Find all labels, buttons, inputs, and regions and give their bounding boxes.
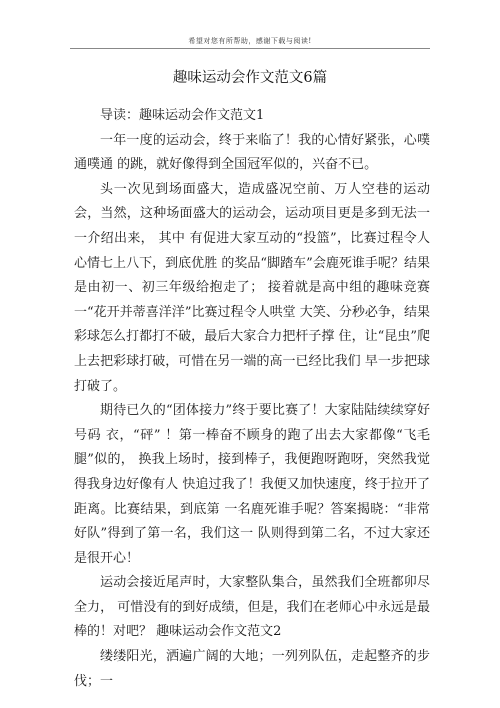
paragraph-5: 缕缕阳光，洒遍广阔的大地；一列列队伍，走起整齐的步伐；一 [74,649,430,689]
paragraph-3: 期待已久的“团体接力”终于要比赛了！大家陆陆续续穿好号码 衣，“砰” ！第一棒奋不顾身的跑了出去大家都像“飞毛腿”似的， 换我上场时，接到棒子，我便跑呀跑呀，突然我觉得我身边好像有人 快追过我了！我便又加快速度，终于拉开了距离。比赛结果，到底第 一名鹿死谁手呢？答案揭晓：“非常好队”得到了第一名，我们这一 队则得到第二名，不过大家还是很开心！ [74,403,430,566]
header-note: 希望对您有所帮助，感谢下载与阅读! [188,37,312,45]
paragraph-1: 一年一度的运动会，终于来临了！我的心情好紧张，心噗通噗通 的跳，就好像得到全国冠军似的，兴奋不已。 [74,132,430,173]
document-title: 趣味运动会作文范文6篇 [172,70,328,86]
document-body [74,104,430,694]
paragraph-2: 头一次见到场面盛大，造成盛况空前、万人空巷的运动会，当然，这种场面盛大的运动会，运动项目更是多到无法一一介绍出来， 其中 有促进大家互动的“投篮”，比赛过程令人心情七上八下，到底优胜 的奖品“脚踏车”会鹿死谁手呢？结果是由初一、初三年级给抱走了； 接着就是高中组的趣味竞赛一“花开并蒂喜洋洋”比赛过程令人哄堂 大笑、分秒必争，结果彩球怎么打都打不破，最后大家合力把杆子撑 住，让“昆虫”爬上去把彩球打破，可惜在另一端的高一已经比我们 早一步把球打破了。 [74,181,430,394]
paragraph-4: 运动会接近尾声时，大家整队集合，虽然我们全班都卯尽全力， 可惜没有的到好成绩，但是，我们在老师心中永远是最棒的！对吧？ 趣味运动会作文范文2 [74,575,430,640]
lead-line: 导读：趣味运动会作文范文1 [100,108,265,123]
header-divider [70,48,430,49]
